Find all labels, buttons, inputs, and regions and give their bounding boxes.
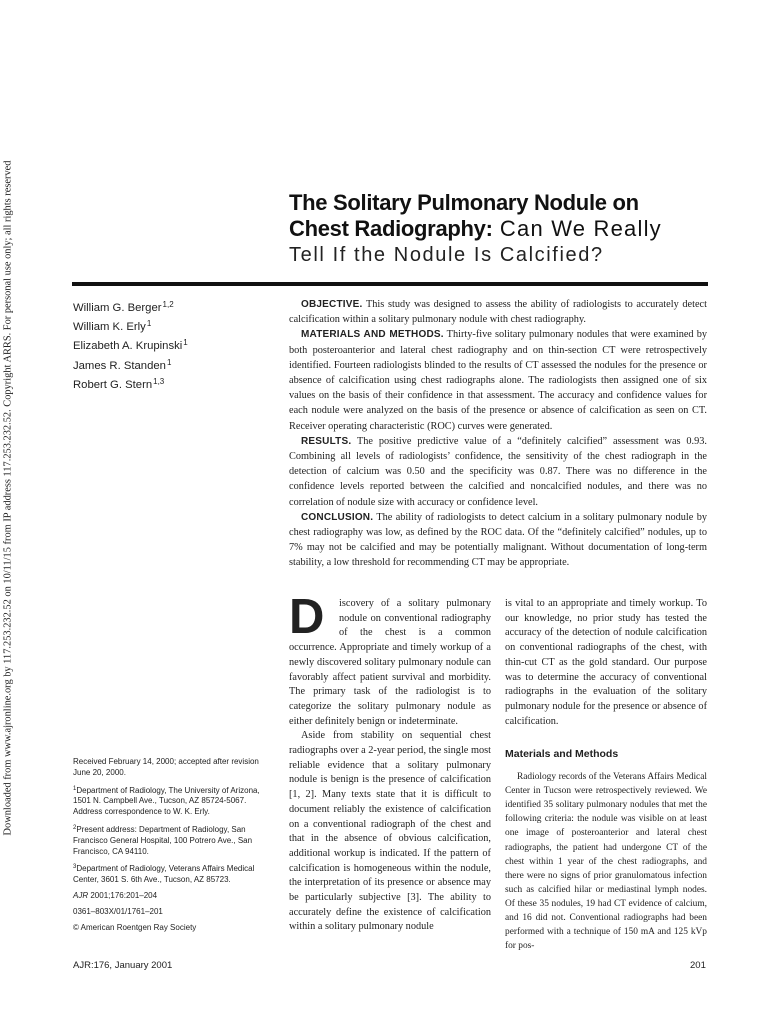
title-rule bbox=[72, 282, 708, 286]
subtitle-line: Tell If the Nodule Is Calcified? bbox=[289, 244, 604, 266]
abstract-text: This study was designed to assess the ability of radiologists to accurately detect calcification within a solitary pulmonary nodule with chest radiography. bbox=[289, 299, 707, 326]
affiliation-note bbox=[73, 784, 273, 818]
body-column-left bbox=[289, 590, 491, 935]
author-affiliation: 1 bbox=[146, 319, 152, 329]
author-affiliation: 1,3 bbox=[153, 376, 165, 386]
author bbox=[73, 335, 273, 354]
abstract-results bbox=[289, 434, 707, 510]
body-paragraph: Aside from stability on sequential chest radiographs over a 2-year period, the single most reliable evidence that a solitary pulmonary nodule is benign is the presence of calcification [1, 2]. Many texts state that it is difficult to document reliably the existence of calcification on a conventional radiograph of the chest and that in the absence of obvious calcification, additional workup is indicated. If the pattern of calcification is homogeneous within the nodule, the interpretation of its presence or absence may be particularly subjective [3]. The ability to accurately define the existence of calcification within a solitary pulmonary nodule bbox=[289, 730, 491, 933]
title-main-part: Chest Radiography: bbox=[289, 216, 493, 241]
footnote-mark: 3 bbox=[73, 864, 77, 871]
abstract-methods bbox=[289, 327, 707, 433]
abstract bbox=[289, 297, 707, 571]
citation-volume: 2001;176:201–204 bbox=[88, 890, 158, 900]
footnote-mark: 1 bbox=[73, 785, 77, 792]
abstract-objective bbox=[289, 297, 707, 327]
body-column-right bbox=[505, 597, 707, 953]
abstract-conclusion bbox=[289, 510, 707, 571]
author-name: William G. Berger bbox=[73, 302, 162, 314]
footer-journal: AJR:176, January 2001 bbox=[73, 960, 173, 971]
footnote-text: Present address: Department of Radiology, San Francisco General Hospital, 100 Potrero Ave., San Francisco, CA 94110. bbox=[73, 824, 253, 856]
download-notice bbox=[0, 160, 16, 836]
author-affiliation: 1 bbox=[183, 338, 188, 348]
abstract-text: The ability of radiologists to detect calcium in a solitary pulmonary nodule by chest radiography was low, as defined by the ROC data. Of the “definitely calcified” nodules, up to 7% may not be calcified and may be potentially malignant. Without documentation of long-term stability, a low threshold for recommending CT may be appropriate. bbox=[289, 511, 707, 569]
author-name: James R. Standen bbox=[73, 359, 166, 372]
author-name: William K. Erly bbox=[73, 321, 146, 334]
intro-paragraph bbox=[289, 590, 491, 729]
title-line-1: The Solitary Pulmonary Nodule on bbox=[289, 190, 639, 215]
author-name: Elizabeth A. Krupinski bbox=[73, 340, 183, 353]
author bbox=[73, 374, 273, 393]
page-number: 201 bbox=[690, 960, 706, 971]
author-affiliation: 1,2 bbox=[162, 300, 174, 309]
intro-text: iscovery of a solitary pulmonary nodule on conventional radiography of the chest is a common occurrence. Appropriate and timely workup of a newly discovered solitary pulmonary nodule can favorably affect patient survival and morbidity. The primary task of the radiologist is to categorize the solitary pulmonary nodule as either definitely benign or indeterminate. bbox=[289, 598, 491, 727]
abstract-text: The positive predictive value of a “definitely calcified” assessment was 0.93. Combining all levels of radiologists’ confidence, the sensitivity of the chest radiograph in the detection of calcium was 0.50 and the specificity was 0.87. There was no difference in the confidence levels reported between the calcified and noncalcified nodules, and there was no correlation of nodule size with accuracy or confidence level. bbox=[289, 435, 707, 508]
citation-note bbox=[73, 891, 273, 902]
author bbox=[73, 297, 273, 316]
article-title bbox=[289, 190, 729, 268]
section-heading: Materials and Methods bbox=[505, 748, 619, 761]
received-note: Received February 14, 2000; accepted after revision June 20, 2000. bbox=[73, 757, 259, 777]
body-paragraph: Radiology records of the Veterans Affairs Medical Center in Tucson were retrospectively reviewed. We identified 35 solitary pulmonary nodules that met the following criteria: the nodule was visible on at least one image of posteroanterior and lateral chest radiographs, the patient had undergone CT of the chest within 1 year of the chest radiographs, and there were no signs of prior granulomatous infection such as calcified hilar or mediastinal lymph nodes. Of these 35 nodules, 19 had CT evidence of calcium, and 16 did not. Conventional radiographs had been performed with a technique of 150 mA and 125 kVp for pos- bbox=[505, 772, 707, 952]
footnotes bbox=[73, 757, 273, 938]
footnote-text: Department of Radiology, The University of Arizona, 1501 N. Campbell Ave., Tucson, AZ 85724-5067. Address correspondence to W. K. Erly. bbox=[73, 785, 260, 817]
abstract-heading: RESULTS. bbox=[301, 435, 352, 447]
footnote-text: Department of Radiology, Veterans Affairs Medical Center, 3601 S. 6th Ave., Tucson, AZ 85723. bbox=[73, 864, 255, 885]
affiliation-note bbox=[73, 823, 273, 857]
abstract-heading: MATERIALS AND METHODS. bbox=[301, 329, 444, 341]
abstract-heading: CONCLUSION. bbox=[301, 511, 374, 523]
drop-cap: D bbox=[289, 590, 325, 644]
journal-abbrev: AJR bbox=[73, 890, 89, 900]
title-line-2 bbox=[289, 216, 729, 242]
author bbox=[73, 355, 273, 374]
issn-note: 0361–803X/01/1761–201 bbox=[73, 906, 163, 916]
author-name: Robert G. Stern bbox=[73, 378, 153, 391]
affiliation-note bbox=[73, 862, 273, 886]
body-paragraph: is vital to an appropriate and timely workup. To our knowledge, no prior study has tested the accuracy of the detection of nodule calcification on conventional radiographs of the chest, with thin-cut CT as the gold standard. Our purpose was to determine the accuracy of conventional radiographs in the evaluation of the solitary pulmonary nodule for the presence or absence of calcification. bbox=[505, 598, 707, 727]
footnote-mark: 2 bbox=[73, 824, 77, 831]
download-notice-text: Downloaded from www.ajronline.org by 117.253.232.52 on 10/11/15 from IP address 117.253.232.52. Copyright ARRS. For personal use only; all rights reserved bbox=[2, 160, 14, 836]
abstract-heading: OBJECTIVE. bbox=[301, 299, 363, 310]
copyright-note: © American Roentgen Ray Society bbox=[73, 922, 197, 932]
abstract-text: Thirty-five solitary pulmonary nodules that were examined by both posteroanterior and lateral chest radiography and on thin-section CT were retrospectively identified. Fourteen radiologists blinded to the results of CT assessed the nodules for the presence or absence of calcification using chest radiographs alone. The radiologists then assigned one of six values on the basis of their confidence in that assessment. The accuracy and confidence values for each nodule were analyzed on the basis of the presence or absence of calcification as seen on CT. Receiver operating characteristic (ROC) curves were generated. bbox=[289, 329, 707, 432]
author bbox=[73, 316, 273, 335]
author-affiliation: 1 bbox=[166, 357, 172, 367]
subtitle-part: Can We Really bbox=[492, 216, 662, 241]
author-list bbox=[73, 297, 273, 393]
